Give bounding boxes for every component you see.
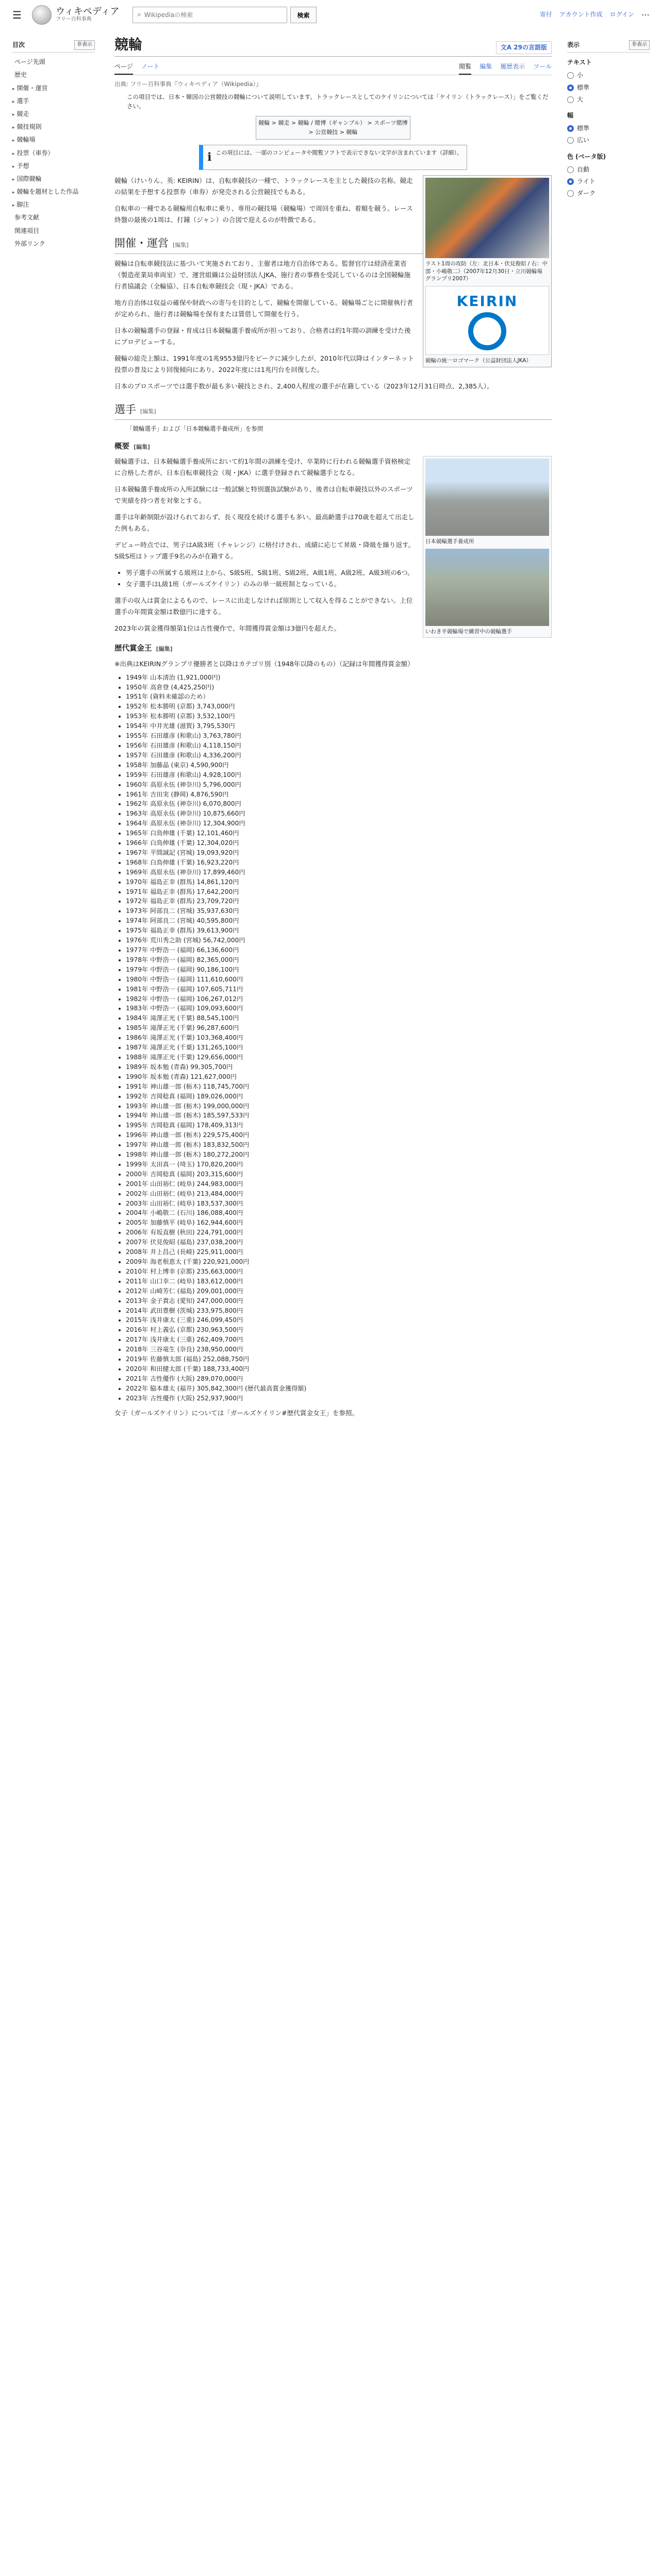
keirin-logo[interactable] — [425, 286, 549, 355]
champion-list-item: • 1953年 松本勝明 (京都) 3,532,100円 — [126, 711, 552, 721]
training-caption: いわき平競輪場で練習中の競輪選手 — [425, 628, 512, 635]
champion-list-item: • 2009年 海老根恵太 (千葉) 220,921,000円 — [126, 1257, 552, 1267]
main-menu-icon[interactable]: ☰ — [12, 9, 22, 21]
logo-title: ウィキペディア — [56, 6, 120, 18]
toc-item-label: 歴史 — [14, 71, 27, 79]
toc-item-label: 脚注 — [16, 201, 29, 209]
champion-list-item: • 1981年 中野浩一 (福岡) 107,605,711円 — [126, 985, 552, 994]
toc-expand-icon: ▸ — [12, 138, 15, 144]
champion-list-item: • 1998年 神山雄一郎 (栃木) 180,272,200円 — [126, 1150, 552, 1160]
champion-list-item: • 2016年 村上義弘 (京都) 230,963,500円 — [126, 1325, 552, 1335]
body-paragraph: 2023年の賞金獲得額第1位は古性優作で、年間獲得賞金額は3億円を超えた。 — [114, 624, 341, 633]
site-logo[interactable] — [32, 5, 119, 25]
notice-text: この項目には、一部のコンピュータや閲覧ソフトで表示できない文字が含まれています（詳細）。 — [216, 149, 462, 156]
toc-item-label: 関連項目 — [14, 227, 40, 234]
champion-list-item: • 1973年 阿部良二 (宮城) 35,937,630円 — [126, 906, 552, 916]
champion-list-item: • 1974年 阿部良二 (宮城) 40,595,800円 — [126, 916, 552, 926]
champion-list-item: • 1966年 白鳥伸雄 (千葉) 12,304,020円 — [126, 838, 552, 848]
champion-list-item: • 1962年 高原永伍 (神奈川) 6,070,800円 — [126, 799, 552, 809]
champion-list-item: • 1958年 加藤晶 (東京) 4,590,900円 — [126, 760, 552, 770]
info-icon: ℹ — [207, 150, 212, 164]
overview-bullet: • 男子選手の所属する級班は上から、S級S班、S級1班、S級2班、A級1班、A級2班、A級3班の6つ。 — [126, 567, 552, 579]
champion-list-item: • 2004年 小嶋敬二 (石川) 186,088,400円 — [126, 1208, 552, 1218]
body-paragraph: 選手の収入は賞金によるもので、レースに出走しなければ原則として収入を得ることができない。上位選手の年間賞金額は数億円に達する。 — [114, 597, 413, 616]
toc-item-label: 外部リンク — [14, 240, 45, 247]
appearance-option[interactable] — [567, 123, 650, 134]
champion-list-item: • 2013年 金子貴志 (愛知) 247,000,000円 — [126, 1296, 552, 1306]
keirin-ring-icon — [468, 312, 506, 350]
champion-list-item: • 1985年 滝澤正光 (千葉) 96,287,600円 — [126, 1023, 552, 1033]
champion-list-item: • 1969年 高原永伍 (神奈川) 17,899,460円 — [126, 868, 552, 877]
body-paragraph: 地方自治体は収益の確保や財政への寄与を目的として、競輪を開催している。競輪場ごとに開催執行者が定められ、施行者は競輪場を保有または賃借して開催を行う。 — [114, 298, 413, 318]
tab-tools[interactable]: ツール — [533, 63, 552, 71]
appearance-option[interactable] — [567, 94, 650, 106]
table-of-contents — [12, 40, 95, 250]
champion-list-item: • 1977年 中野浩一 (福岡) 66,136,600円 — [126, 945, 552, 955]
champion-list-item: • 1967年 平間誠記 (宮城) 19,093,920円 — [126, 848, 552, 858]
main-content — [114, 36, 552, 1419]
toc-expand-icon: ▸ — [12, 112, 15, 117]
champion-list-item: • 1954年 中井光雄 (滋賀) 3,795,530円 — [126, 721, 552, 731]
champion-list-item: • 2007年 伏見俊昭 (福島) 237,038,200円 — [126, 1238, 552, 1247]
champion-list-item: • 1992年 吉岡稔真 (福岡) 189,026,000円 — [126, 1092, 552, 1101]
toc-item[interactable] — [12, 160, 95, 173]
body-paragraph: 日本の競輪選手の登録・育成は日本競輪選手養成所が担っており、合格者は約1年間の訓練を受けた後にプロデビューする。 — [114, 326, 411, 346]
champion-list-item: • 1984年 滝澤正光 (千葉) 88,545,100円 — [126, 1013, 552, 1023]
champion-list-item: • 1979年 中野浩一 (福岡) 90,186,100円 — [126, 965, 552, 975]
toc-item-label: 選手 — [16, 97, 29, 105]
tab-edit[interactable]: 編集 — [479, 63, 492, 71]
page-tabs — [114, 60, 552, 75]
champion-list-item: • 2014年 武田豊樹 (茨城) 233,975,800円 — [126, 1306, 552, 1316]
keirin-logo-word: KEIRIN — [456, 293, 518, 310]
section-heading-overview: 概要 [編集] — [114, 442, 151, 451]
intro-paragraph: 自転車の一種である競輪用自転車に乗り、専用の競技場（競輪場）で周回を重ね、着順を競う。レース終盤の最後の1周は、打鐘（ジャン）の合図で迎えるのが特徴である。 — [114, 204, 413, 224]
page-title: 競輪 — [114, 37, 142, 53]
appearance-option[interactable] — [567, 176, 650, 188]
radio-button[interactable] — [567, 96, 574, 103]
overview-bullet: • 女子選手はL級1班（ガールズケイリン）のみの単一級班制となっている。 — [126, 579, 552, 590]
champion-list-item: • 1956年 石田雄彦 (和歌山) 4,118,150円 — [126, 741, 552, 751]
toc-item[interactable] — [12, 225, 95, 238]
toc-item[interactable] — [12, 198, 95, 211]
champion-list-item: • 2008年 井上昌己 (長崎) 225,911,000円 — [126, 1247, 552, 1257]
option-label: 標準 — [577, 125, 590, 132]
champion-list-item: • 2003年 山田裕仁 (岐阜) 183,537,300円 — [126, 1199, 552, 1209]
champion-list-item: • 2000年 吉岡稔真 (福岡) 203,315,600円 — [126, 1170, 552, 1179]
champion-list-item: • 2019年 佐藤慎太郎 (福島) 252,088,750円 — [126, 1354, 552, 1364]
body-paragraph: 選手は年齢制限が設けられておらず、長く現役を続ける選手も多い。最高齢選手は70歳を超えて出走した例もある。 — [114, 513, 415, 533]
section-heading-champions: 歴代賞金王 [編集] — [114, 645, 173, 653]
text-size-heading: テキスト — [567, 59, 592, 66]
category-breadcrumb[interactable]: 競輪 > 競走 > 競輪 / 賭博（ギャンブル） > スポーツ賭博 > 公営競技 > 競輪 — [256, 116, 410, 139]
toc-item[interactable] — [12, 133, 95, 146]
wikipedia-globe-icon — [32, 5, 52, 25]
width-heading: 幅 — [567, 111, 574, 119]
champion-list-item: • 1994年 神山雄一郎 (栃木) 185,597,533円 — [126, 1111, 552, 1121]
language-button[interactable]: 文A 29の言語版 — [496, 41, 552, 54]
tab-history[interactable]: 履歴表示 — [500, 63, 525, 71]
tab-page[interactable]: ページ — [114, 60, 133, 75]
champion-list-item: • 2017年 浅井康太 (三重) 262,409,700円 — [126, 1335, 552, 1345]
champion-list-item: • 1978年 中野浩一 (福岡) 82,365,000円 — [126, 955, 552, 965]
toc-item-label: 予想 — [16, 162, 29, 170]
appearance-option[interactable] — [567, 188, 650, 199]
training-photo[interactable] — [425, 549, 549, 626]
appearance-option[interactable] — [567, 70, 650, 81]
champion-list-item: • 1987年 滝澤正光 (千葉) 131,265,100円 — [126, 1043, 552, 1053]
champion-list-item: • 2001年 山田裕仁 (岐阜) 244,983,000円 — [126, 1179, 552, 1189]
champion-list-item: • 1982年 中野浩一 (福岡) 106,267,012円 — [126, 994, 552, 1004]
champion-list-item: • 2005年 加藤慎平 (岐阜) 162,944,600円 — [126, 1218, 552, 1228]
champion-list-item: • 1980年 中野浩一 (福岡) 111,610,600円 — [126, 975, 552, 985]
keirin-logo-caption: 競輪の統一ロゴマーク（公益財団法人JKA） — [425, 357, 532, 364]
champion-list-item: • 1960年 高原永伍 (神奈川) 5,796,000円 — [126, 780, 552, 790]
champion-list-item: • 2023年 古性優作 (大阪) 252,937,900円 — [126, 1394, 552, 1403]
champion-list-item: • 1996年 神山雄一郎 (栃木) 229,575,400円 — [126, 1130, 552, 1140]
champion-list-item: • 1993年 神山雄一郎 (栃木) 199,000,000円 — [126, 1101, 552, 1111]
race-photo[interactable] — [425, 178, 549, 258]
page-source: 出典: フリー百科事典『ウィキペディア（Wikipedia）』 — [114, 80, 262, 88]
appearance-title: 表示 — [567, 41, 580, 48]
thumb-school — [423, 456, 552, 638]
more-options-icon[interactable]: ⋯ — [641, 10, 650, 20]
body-paragraph: 競輪選手は、日本競輪選手養成所において約1年間の訓練を受け、卒業時に行われる競輪選手資格検定に合格した者が、日本自転車競技会（現・JKA）に選手登録されて競輪選手となる。 — [114, 457, 411, 477]
toc-item-label: 競輪場 — [16, 136, 36, 144]
appearance-hide-button[interactable]: 非表示 — [629, 40, 650, 50]
champion-list-item: • 2012年 山崎芳仁 (福島) 209,001,000円 — [126, 1286, 552, 1296]
toc-title: 目次 — [12, 41, 25, 48]
search-box[interactable] — [133, 7, 287, 23]
toc-item[interactable] — [12, 185, 95, 198]
option-label: 大 — [577, 95, 584, 103]
login-link[interactable]: ログイン — [609, 11, 634, 19]
infobox — [423, 175, 552, 367]
champion-list-item: • 1975年 福島正幸 (群馬) 39,613,900円 — [126, 926, 552, 936]
toc-expand-icon: ▸ — [12, 99, 15, 105]
radio-button[interactable] — [567, 178, 574, 185]
option-label: 標準 — [577, 83, 590, 91]
champion-list-item: • 1963年 高原永伍 (神奈川) 10,875,660円 — [126, 809, 552, 819]
appearance-panel — [567, 40, 650, 199]
toc-expand-icon: ▸ — [12, 203, 15, 209]
section-heading-players: 選手 [編集] — [114, 401, 552, 420]
toc-item[interactable] — [12, 211, 95, 224]
toc-item-label: 競技規則 — [16, 123, 42, 131]
toc-item[interactable] — [12, 173, 95, 185]
players-hatnote: 「競輪選手」および「日本競輪選手養成所」を参照 — [127, 425, 263, 433]
radio-button[interactable] — [567, 84, 574, 91]
toc-item-label: 競走 — [16, 110, 29, 117]
section-heading-operation: 開催・運営 [編集] — [114, 235, 552, 254]
toc-item[interactable] — [12, 147, 95, 160]
champion-list-item: • 1997年 神山雄一郎 (栃木) 183,832,500円 — [126, 1140, 552, 1150]
create-account-link[interactable]: アカウント作成 — [559, 11, 603, 19]
tab-read[interactable]: 閲覧 — [459, 60, 471, 75]
toc-item[interactable] — [12, 95, 95, 108]
toc-expand-icon: ▸ — [12, 190, 15, 196]
toc-item[interactable] — [12, 82, 95, 95]
radio-button[interactable] — [567, 166, 574, 173]
toc-item-label: 投票（車券） — [16, 149, 54, 157]
champion-list-item: • 1995年 吉岡稔真 (福岡) 178,409,313円 — [126, 1121, 552, 1130]
champion-list-item: • 1991年 神山雄一郎 (栃木) 118,745,700円 — [126, 1082, 552, 1092]
race-photo-caption: ラスト1周の攻防（左：北日本・伏見俊昭 / 右：中部・小嶋敬二）（2007年12月30日・立川競輪場 グランプリ2007） — [425, 260, 548, 282]
champion-list-item: • 2021年 古性優作 (大阪) 289,070,000円 — [126, 1374, 552, 1384]
option-label: 広い — [577, 137, 590, 144]
toc-item[interactable] — [12, 69, 95, 81]
champion-list-item: • 2015年 浅井康太 (三重) 246,099,450円 — [126, 1315, 552, 1325]
toc-expand-icon: ▸ — [12, 125, 15, 131]
champion-list-item: • 1983年 中野浩一 (福岡) 109,093,600円 — [126, 1004, 552, 1013]
toc-item[interactable] — [12, 108, 95, 121]
champion-list-item: • 1986年 滝澤正光 (千葉) 103,368,400円 — [126, 1033, 552, 1043]
radio-button[interactable] — [567, 125, 574, 132]
body-paragraph: 競輪の総売上額は、1991年度の1兆9553億円をピークに減少したが、2010年代以降はインターネット投票の普及により回復傾向にあり、2022年度には1兆円台を回復した。 — [114, 354, 415, 374]
search-button[interactable]: 検索 — [290, 7, 316, 23]
color-heading: 色 (ベータ版) — [567, 152, 606, 160]
champion-list-item: • 1957年 石田雄彦 (和歌山) 4,336,200円 — [126, 751, 552, 760]
intro-paragraph: 競輪（けいりん、英: KEIRIN）は、自転車競技の一種で、トラックレースを主とした競技の名称。競走の結果を予想する投票券（車券）が発売される公営競技でもある。 — [114, 176, 413, 196]
site-header — [0, 0, 662, 30]
body-paragraph: 日本競輪選手養成所の入所試験には一般試験と特別選抜試験があり、後者は自転車競技以外のスポーツで実績を持つ者を対象とする。 — [114, 485, 413, 505]
search-icon: ⌕ — [137, 10, 141, 19]
toc-expand-icon: ▸ — [12, 164, 15, 170]
logo-subtitle: フリー百科事典 — [56, 16, 92, 23]
radio-button[interactable] — [567, 72, 574, 79]
appearance-option[interactable] — [567, 164, 650, 176]
champion-list-item: • 1970年 福島正幸 (群馬) 14,861,120円 — [126, 877, 552, 887]
toc-item-label: 国際競輪 — [16, 175, 42, 182]
appearance-option[interactable] — [567, 134, 650, 146]
option-label: ダーク — [577, 190, 596, 197]
notice-box — [199, 145, 467, 170]
toc-hide-button[interactable]: 非表示 — [74, 40, 95, 50]
body-paragraph: デビュー時点では、男子はA級3班（チャレンジ）に格付けされ、成績に応じて昇級・降級を繰り返す。S級S班はトップ選手9名のみが在籍する。 — [114, 541, 415, 561]
champion-list-item: • 1988年 滝澤正光 (千葉) 129,656,000円 — [126, 1053, 552, 1062]
champion-list-item: • 1952年 松本勝明 (京都) 3,743,000円 — [126, 702, 552, 711]
champion-list-item: • 1959年 石田雄彦 (和歌山) 4,928,100円 — [126, 770, 552, 780]
option-label: 小 — [577, 72, 584, 79]
champion-list-item: • 2002年 山田裕仁 (岐阜) 213,484,000円 — [126, 1189, 552, 1199]
edit-link[interactable]: [編集] — [140, 408, 156, 415]
toc-item[interactable] — [12, 56, 95, 69]
toc-expand-icon: ▸ — [12, 86, 15, 92]
school-caption: 日本競輪選手養成所 — [425, 538, 474, 545]
toc-item-label: 開催・運営 — [16, 84, 48, 92]
champion-list-item: • 1951年 (資料未確認のため） — [126, 692, 552, 702]
toc-item-label: 競輪を題材とした作品 — [16, 188, 79, 196]
tab-talk[interactable]: ノート — [141, 63, 160, 71]
toc-expand-icon: ▸ — [12, 177, 15, 182]
champion-list-item: • 1976年 荒川秀之助 (宮城) 56,742,000円 — [126, 936, 552, 945]
toc-item-label: 参考文献 — [14, 214, 40, 222]
body-paragraph: 競輪は自転車競技法に基づいて実施されており、主催者は地方自治体である。監督官庁は経済産業省（製造産業局車両室）で、運営組織は公益財団法人JKA、施行者の事務を受託しているのは全国競輪施行者協議会（全輪協）、日本自転車競技会（現・JKA）である。 — [114, 259, 411, 290]
champion-list-item: • 1990年 坂本勉 (青森) 121,627,000円 — [126, 1072, 552, 1082]
hatnote: この項目では、日本・韓国の公営競技の競輪について説明しています。トラックレースとしてのケイリンについては「ケイリン（トラックレース）」をご覧ください。 — [127, 93, 549, 110]
donate-link[interactable]: 寄付 — [539, 11, 552, 19]
body-paragraph: 日本のプロスポーツでは選手数が最も多い競技とされ、2,400人程度の選手が在籍している（2023年12月31日時点、2,385人）。 — [114, 382, 493, 390]
champion-list-item: • 2022年 脇本雄太 (福井) 305,842,300円 (歴代最高賞金獲得額) — [126, 1384, 552, 1394]
champion-list-item: • 1965年 白鳥伸雄 (千葉) 12,101,460円 — [126, 828, 552, 838]
champion-list-item: • 2018年 三谷竜生 (奈良) 238,950,000円 — [126, 1345, 552, 1354]
toc-item[interactable] — [12, 238, 95, 250]
champion-list-item: • 2020年 和田健太郎 (千葉) 188,733,400円 — [126, 1364, 552, 1374]
champion-list-item: • 1971年 福島正幸 (群馬) 17,642,200円 — [126, 887, 552, 897]
champion-list-item: • 1955年 石田雄彦 (和歌山) 3,763,780円 — [126, 731, 552, 741]
champion-list-item: • 1961年 吉田実 (静岡) 4,876,590円 — [126, 790, 552, 800]
edit-link[interactable]: [編集] — [173, 241, 189, 248]
edit-link[interactable]: [編集] — [134, 443, 151, 450]
radio-button[interactable] — [567, 190, 574, 197]
toc-item[interactable] — [12, 121, 95, 133]
champions-note: ※出典はKEIRINグランプリ優勝者と以降はカテゴリ別（1948年以降のもの）（記録は年間獲得賞金額） — [114, 659, 414, 668]
champion-list-item: • 2011年 山口幸二 (岐阜) 183,612,000円 — [126, 1277, 552, 1286]
school-photo[interactable] — [425, 459, 549, 536]
appearance-option[interactable] — [567, 82, 650, 94]
search-input[interactable] — [144, 11, 283, 19]
champion-list-item: • 2010年 村上博幸 (京都) 235,663,000円 — [126, 1267, 552, 1277]
toc-item-label: ページ先頭 — [14, 58, 45, 66]
champions-footer: 女子（ガールズケイリン）については「ガールズケイリン#歴代賞金女王」を参照。 — [114, 1409, 359, 1417]
champion-list-item: • 1964年 高原永伍 (神奈川) 12,304,900円 — [126, 819, 552, 828]
edit-link[interactable]: [編集] — [156, 646, 173, 653]
champion-list-item: • 1999年 太田真一 (埼玉) 170,820,200円 — [126, 1160, 552, 1170]
option-label: ライト — [577, 177, 595, 185]
option-label: 自動 — [577, 165, 590, 173]
champion-list-item: • 1972年 福島正幸 (群馬) 23,709,720円 — [126, 896, 552, 906]
champion-list-item: • 2006年 有坂直樹 (秋田) 224,791,000円 — [126, 1228, 552, 1238]
champion-list-item: • 1968年 白鳥伸雄 (千葉) 16,923,220円 — [126, 858, 552, 868]
champion-list-item: • 1949年 山本清治 (1,921,000円) — [126, 673, 552, 683]
toc-expand-icon: ▸ — [12, 151, 15, 157]
champion-list-item: • 1950年 高倉登 (4,425,250円) — [126, 683, 552, 692]
champion-list-item: • 1989年 坂本勉 (青森) 99,305,700円 — [126, 1062, 552, 1072]
radio-button[interactable] — [567, 137, 574, 144]
